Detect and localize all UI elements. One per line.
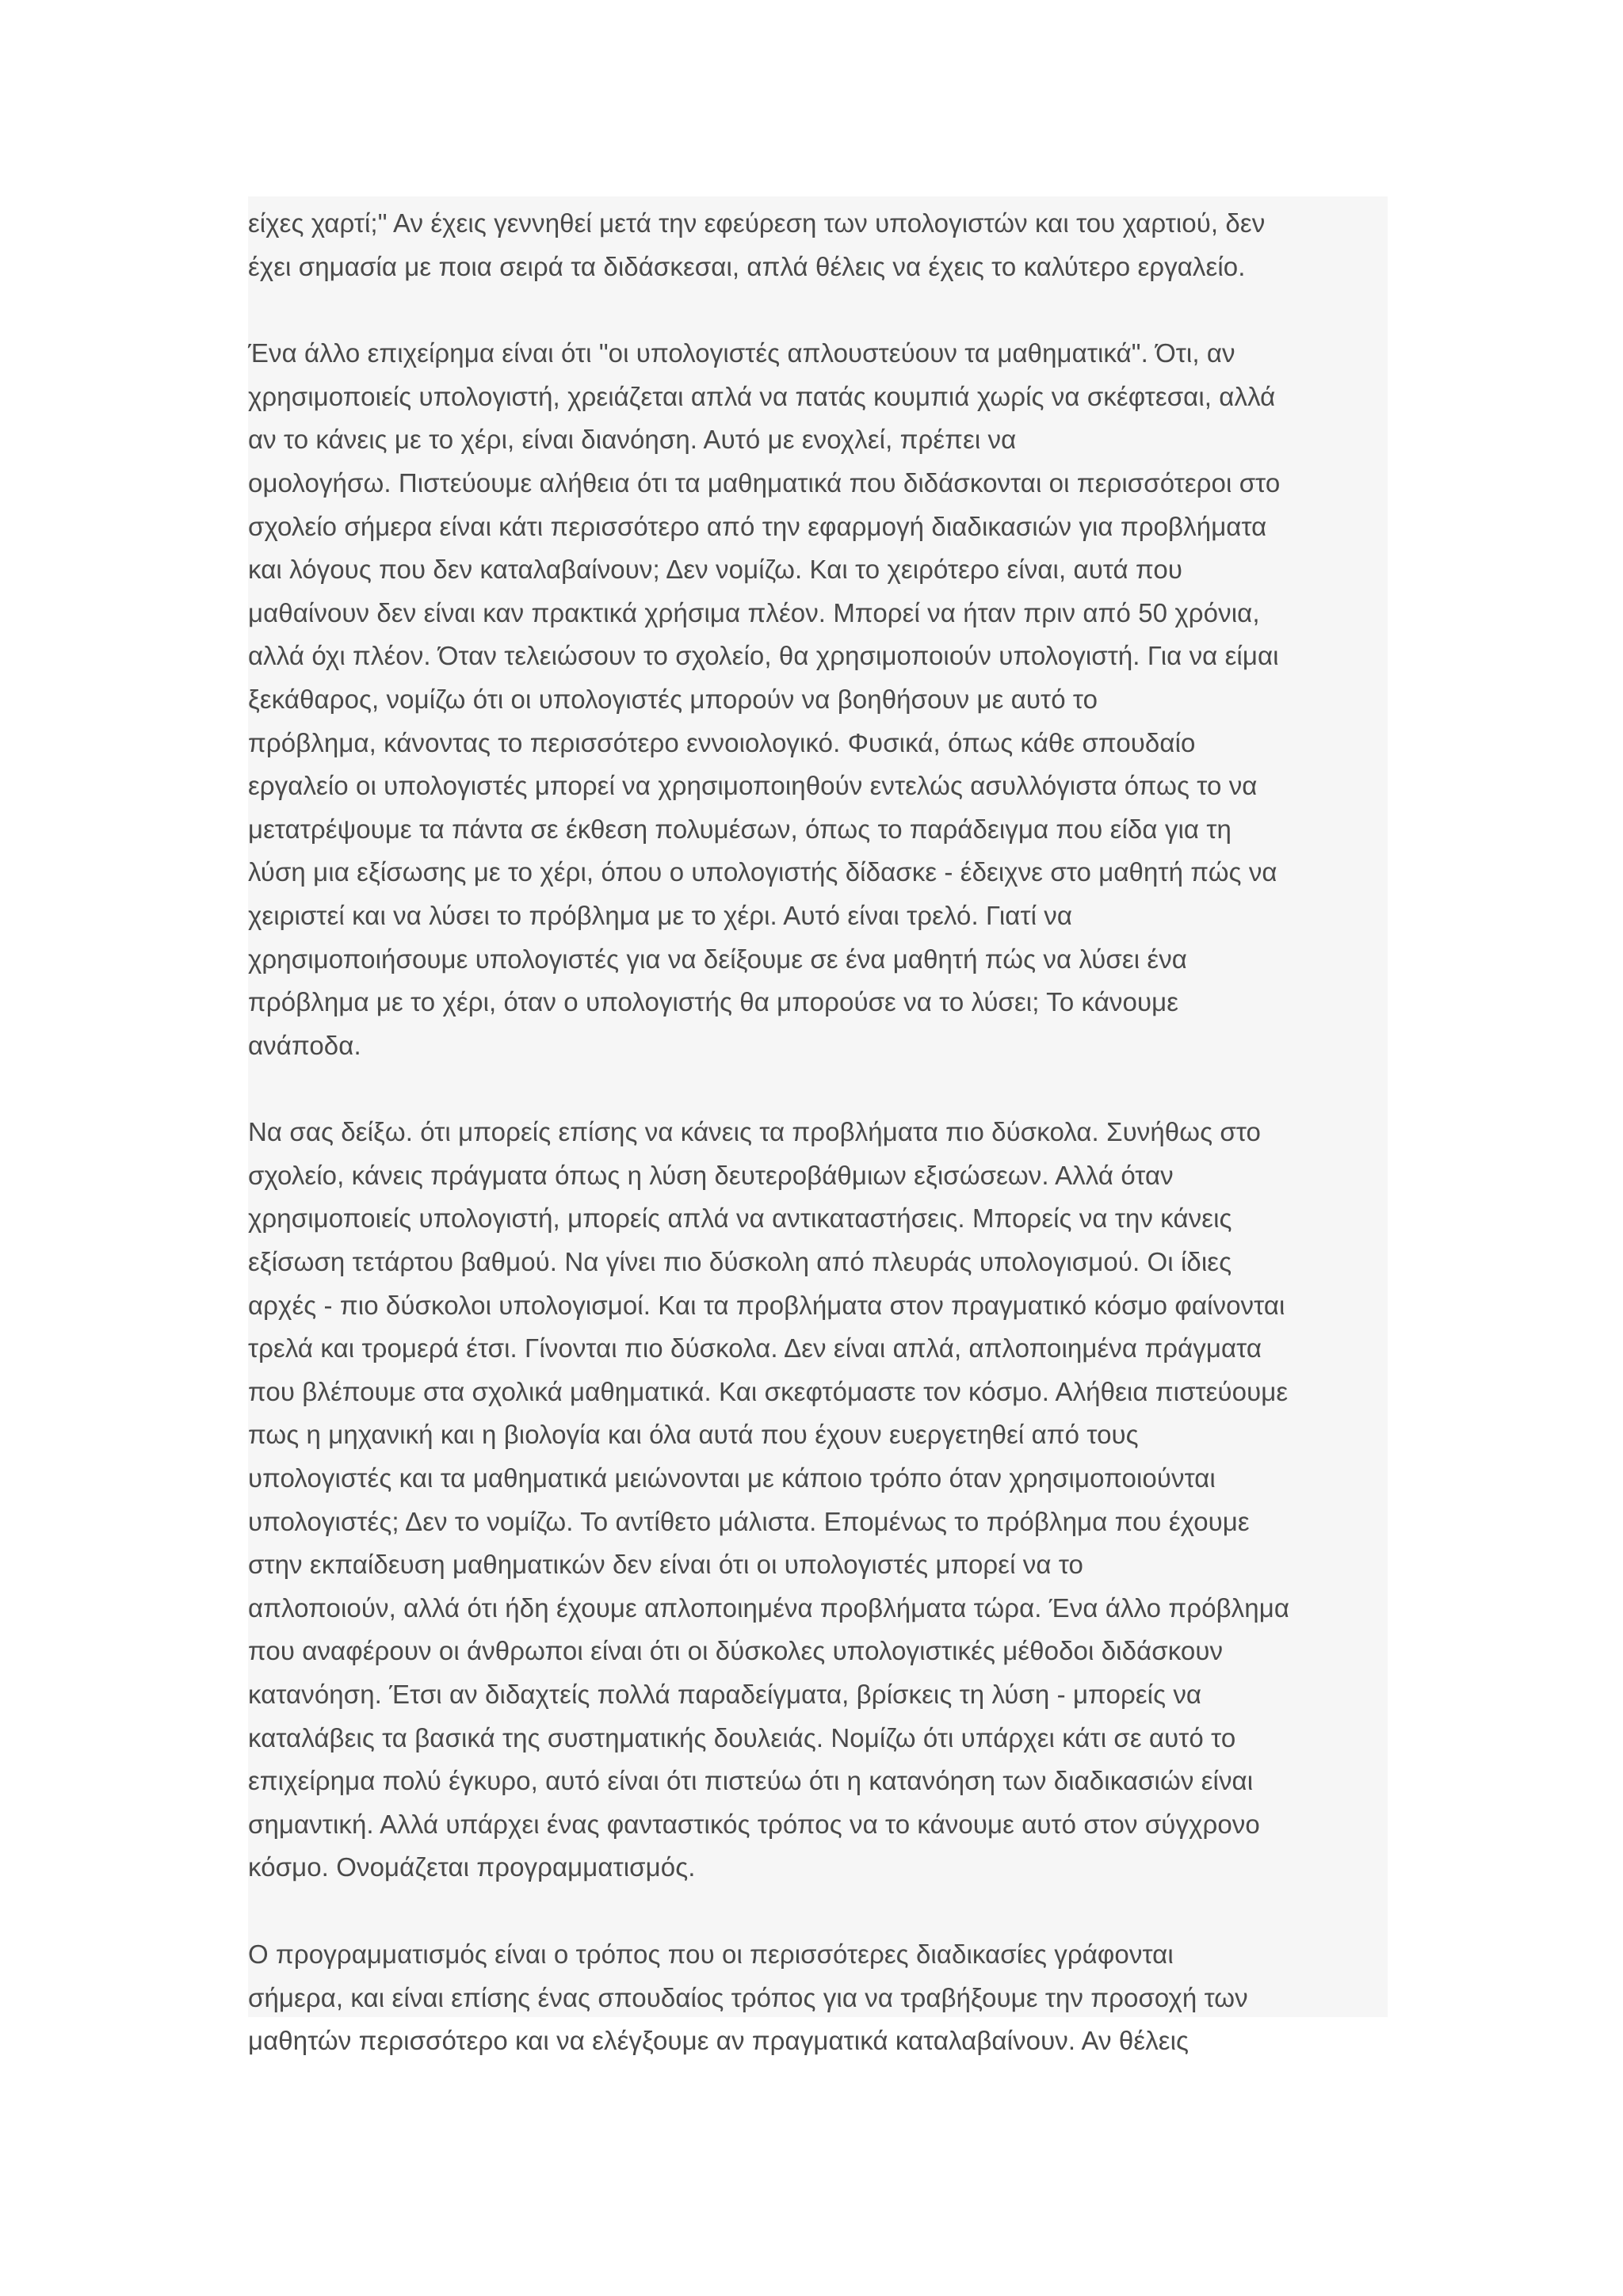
paragraph-3: Να σας δείξω. ότι μπορείς επίσης να κάνεις τα προβλήματα πιο δύσκολα. Συνήθως στο σχολείο, κάνεις πράγματα όπως η λύση δευτεροβάθμιων εξισώσεων. Αλλά όταν χρησιμοποιείς υπολογιστή, μπορείς απλά να αντικαταστήσεις. Μπορείς να την κάνεις εξίσωση τετάρτου βαθμού. Να γίνει πιο δύσκολη από πλευράς υπολογισμού. Οι ίδιες αρχές - πιο δύσκολοι υπολογισμοί. Και τα προβλήματα στον πραγματικό κόσμο φαίνονται τρελά και τρομερά έτσι. Γίνονται πιο δύσκολα. Δεν είναι απλά, απλοποιημένα πράγματα που βλέπουμε στα σχολικά μαθηματικά. Και σκεφτόμαστε τον κόσμο. Αλήθεια πιστεύουμε πως η μηχανική και η βιολογία και όλα αυτά που έχουν ευεργετηθεί από τους υπολογιστές και τα μαθηματικά μειώνονται με κάποιο τρόπο όταν χρησιμοποιούνται υπολογιστές; Δεν το νομίζω. Το αντίθετο μάλιστα. Επομένως το πρόβλημα που έχουμε στην εκπαίδευση μαθηματικών δεν είναι ότι οι υπολογιστές μπορεί να το απλοποιούν, αλλά ότι ήδη έχουμε απλοποιημένα προβλήματα τώρα. Ένα άλλο πρόβλημα που αναφέρουν οι άνθρωποι είναι ότι οι δύσκολες υπολογιστικές μέθοδοι διδάσκουν κατανόηση. Έτσι αν διδαχτείς πολλά παραδείγματα, βρίσκεις τη λύση - μπορείς να καταλάβεις τα βασικά της συστηματικής δουλειάς. Νομίζω ότι υπάρχει κάτι σε αυτό το επιχείρημα πολύ έγκυρο, αυτό είναι ότι πιστεύω ότι η κατανόηση των διαδικασιών είναι σημαντική. Αλλά υπάρχει ένας φανταστικός τρόπος να το κάνουμε αυτό στον σύγχρονο κόσμο. Ονομάζεται προγραμματισμός. [248,1117,1290,1882]
paragraph-1: είχες χαρτί;" Αν έχεις γεννηθεί μετά την εφεύρεση των υπολογιστών και του χαρτιού, δεν έχει σημασία με ποια σειρά τα διδάσκεσαι, απλά θέλεις να έχεις το καλύτερο εργαλείο. [248,208,1266,281]
paragraph-4: Ο προγραμματισμός είναι ο τρόπος που οι περισσότερες διαδικασίες γράφονται σήμερα, και είναι επίσης ένας σπουδαίος τρόπος για να τραβήξουμε την προσοχή των μαθητών περισσότερο και να ελέγξουμε αν πραγματικά καταλαβαίνουν. Αν θέλεις [248,1939,1248,2056]
text-body [248,196,1388,2056]
paragraph-2: Ένα άλλο επιχείρημα είναι ότι "οι υπολογιστές απλουστεύουν τα μαθηματικά". Ότι, αν χρησιμοποιείς υπολογιστή, χρειάζεται απλά να πατάς κουμπιά χωρίς να σκέφτεσαι, αλλά αν το κάνεις με το χέρι, είναι διανόηση. Αυτό με ενοχλεί, πρέπει να ομολογήσω. Πιστεύουμε αλήθεια ότι τα μαθηματικά που διδάσκονται οι περισσότεροι στο σχολείο σήμερα είναι κάτι περισσότερο από την εφαρμογή διαδικασιών για προβλήματα και λόγους που δεν καταλαβαίνουν; Δεν νομίζω. Και το χειρότερο είναι, αυτά που μαθαίνουν δεν είναι καν πρακτικά χρήσιμα πλέον. Μπορεί να ήταν πριν από 50 χρόνια, αλλά όχι πλέον. Όταν τελειώσουν το σχολείο, θα χρησιμοποιούν υπολογιστή. Για να είμαι ξεκάθαρος, νομίζω ότι οι υπολογιστές μπορούν να βοηθήσουν με αυτό το πρόβλημα, κάνοντας το περισσότερο εννοιολογικό. Φυσικά, όπως κάθε σπουδαίο εργαλείο οι υπολογιστές μπορεί να χρησιμοποιηθούν εντελώς ασυλλόγιστα όπως το να μετατρέψουμε τα πάντα σε έκθεση πολυμέσων, όπως το παράδειγμα που είδα για τη λύση μια εξίσωσης με το χέρι, όπου ο υπολογιστής δίδασκε - έδειχνε στο μαθητή πώς να χειριστεί και να λύσει το πρόβλημα με το χέρι. Αυτό είναι τρελό. Γιατί να χρησιμοποιήσουμε υπολογιστές για να δείξουμε σε ένα μαθητή πώς να λύσει ένα πρόβλημα με το χέρι, όταν ο υπολογιστής θα μπορούσε να το λύσει; Το κάνουμε ανάποδα. [248,338,1281,1060]
